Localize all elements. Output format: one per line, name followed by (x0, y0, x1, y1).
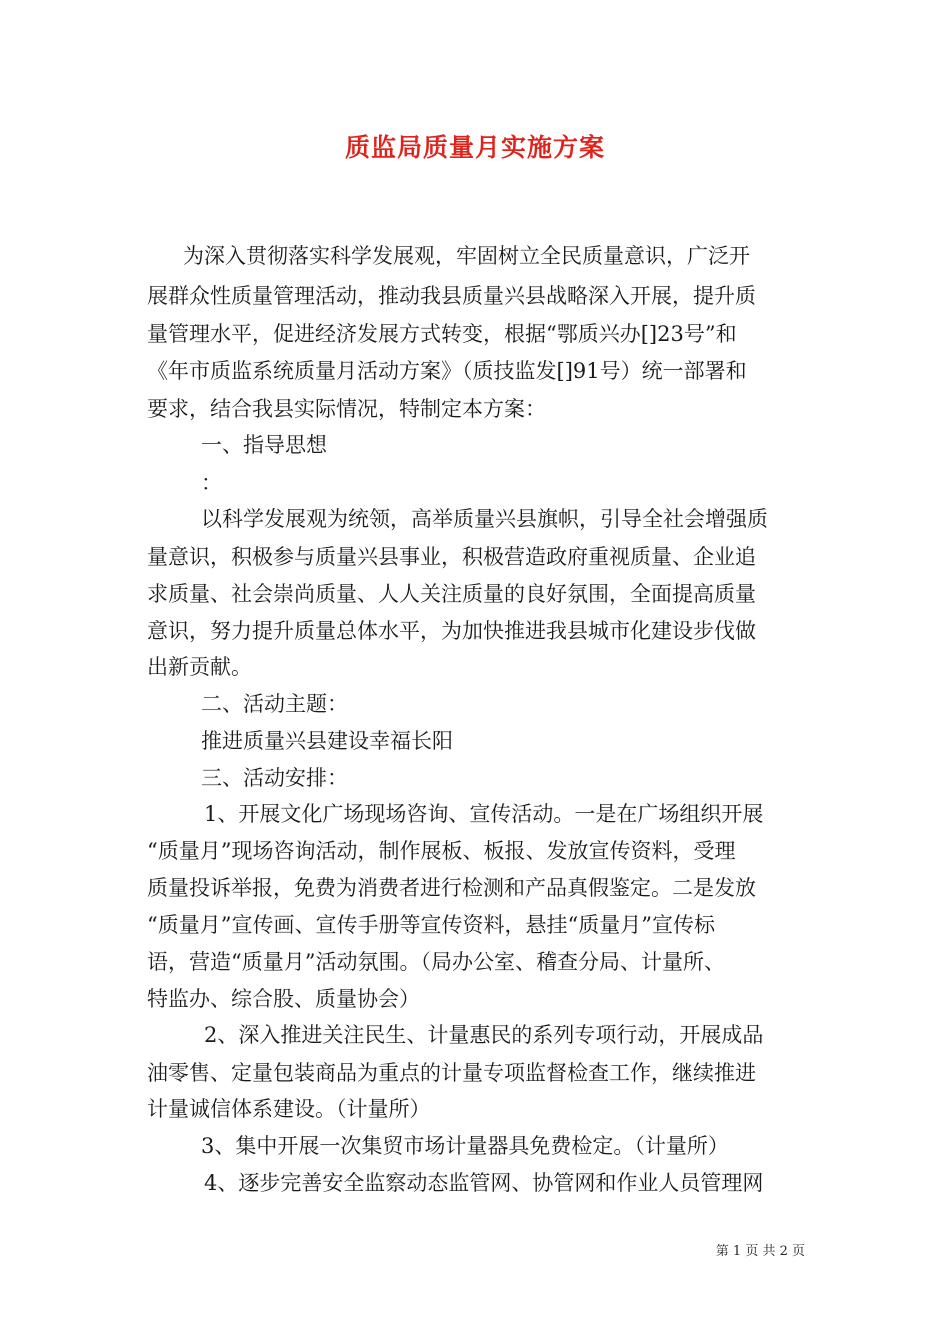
paragraph-line: 展群众性质量管理活动，推动我县质量兴县战略深入开展，提升质 (147, 284, 756, 308)
section-heading: 二、活动主题： (201, 692, 348, 716)
paragraph-line: 意识，努力提升质量总体水平，为加快推进我县城市化建设步伐做 (147, 619, 756, 643)
paragraph-line: 1、开展文化广场现场咨询、宣传活动。一是在广场组织开展 (204, 802, 764, 826)
paragraph-line: 特监办、综合股、质量协会） (147, 987, 420, 1011)
paragraph-line: “质量月”现场咨询活动，制作展板、板报、发放宣传资料，受理 (147, 839, 736, 863)
paragraph-line: 出新贡献。 (147, 655, 252, 679)
paragraph-line: 量意识，积极参与质量兴县事业，积极营造政府重视质量、企业追 (147, 545, 756, 569)
paragraph-line: 3、集中开展一次集贸市场计量器具免费检定。（计量所） (201, 1134, 729, 1158)
paragraph-line: 2、深入推进关注民生、计量惠民的系列专项行动，开展成品 (204, 1023, 764, 1047)
paragraph-line: 为深入贯彻落实科学发展观，牢固树立全民质量意识，广泛开 (183, 244, 750, 268)
paragraph-line: 以科学发展观为统领，高举质量兴县旗帜，引导全社会增强质 (201, 507, 768, 531)
paragraph-line: 量管理水平，促进经济发展方式转变，根据“鄂质兴办[]23号”和 (147, 322, 737, 346)
paragraph-line: 质量投诉举报，免费为消费者进行检测和产品真假鉴定。二是发放 (147, 876, 756, 900)
paragraph-line: 语，营造“质量月”活动氛围。（局办公室、稽查分局、计量所、 (147, 950, 725, 974)
paragraph-line: 计量诚信体系建设。（计量所） (147, 1097, 431, 1121)
section-heading: 三、活动安排： (201, 766, 348, 790)
paragraph-line: 油零售、定量包装商品为重点的计量专项监督检查工作，继续推进 (147, 1061, 756, 1085)
paragraph-line: 要求，结合我县实际情况，特制定本方案： (147, 397, 546, 421)
paragraph-line: “质量月”宣传画、宣传手册等宣传资料，悬挂“质量月”宣传标 (147, 913, 715, 937)
section-heading: 一、指导思想 (201, 433, 327, 457)
paragraph-line: ： (201, 471, 222, 495)
paragraph-line: 《年市质监系统质量月活动方案》（质技监发[]91号）统一部署和 (147, 359, 747, 383)
paragraph-line: 推进质量兴县建设幸福长阳 (201, 729, 453, 753)
paragraph-line: 4、逐步完善安全监察动态监管网、协管网和作业人员管理网 (204, 1171, 764, 1195)
paragraph-line: 求质量、社会崇尚质量、人人关注质量的良好氛围，全面提高质量 (147, 582, 756, 606)
document-title: 质监局质量月实施方案 (344, 133, 605, 162)
page-number: 第 1 页 共 2 页 (715, 1244, 805, 1259)
